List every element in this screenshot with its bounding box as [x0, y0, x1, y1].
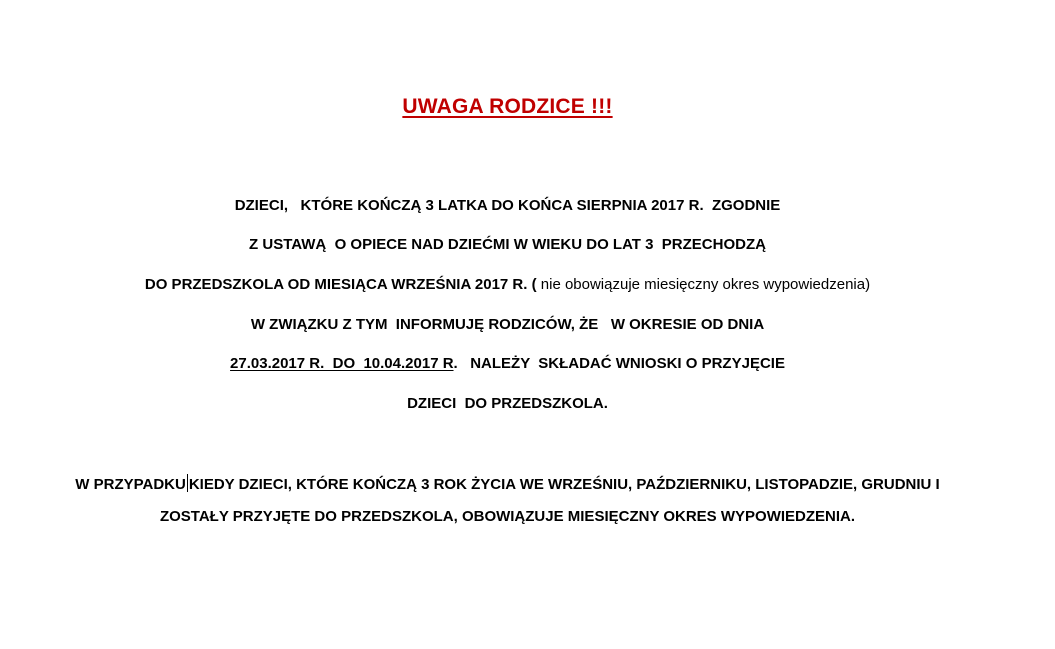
paragraph-2-end: KIEDY DZIECI, KTÓRE KOŃCZĄ 3 ROK ŻYCIA WE WRZEŚNIU, PAŹDZIERNIKU, LISTOPADZIE, GRUDNIU I: [188, 476, 940, 493]
notice-line-1: DZIECI, KTÓRE KOŃCZĄ 3 LATKA DO KOŃCA SIERPNIA 2017 R. ZGODNIE: [234, 197, 781, 214]
notice-line-4: W ZWIĄZKU Z TYM INFORMUJĘ RODZICÓW, ŻE W OKRESIE OD DNIA: [250, 316, 765, 333]
paragraph-2-start: W PRZYPADKU: [75, 476, 186, 493]
notice-line-5-rest: . NALEŻY SKŁADAĆ WNIOSKI O PRZYJĘCIE: [453, 355, 785, 372]
text-cursor: [187, 474, 188, 492]
paragraph-2-line-1: [0, 474, 1015, 493]
notice-line-6: DZIECI DO PRZEDSZKOLA.: [407, 395, 608, 412]
notice-line-3: [0, 276, 1015, 293]
notice-line-5: [0, 355, 1015, 372]
notice-line-3-bold: DO PRZEDSZKOLA OD MIESIĄCA WRZEŚNIA 2017 R. (: [144, 276, 541, 293]
notice-line-2: Z USTAWĄ O OPIECE NAD DZIEĆMI W WIEKU DO LAT 3 PRZECHODZĄ: [249, 236, 766, 253]
paragraph-2-line-2: ZOSTAŁY PRZYJĘTE DO PRZEDSZKOLA, OBOWIĄZUJE MIESIĘCZNY OKRES WYPOWIEDZENIA.: [159, 508, 856, 525]
date-range: 27.03.2017 R. DO 10.04.2017 R: [230, 355, 454, 372]
notice-line-3-normal: nie obowiązuje miesięczny okres wypowiedzenia): [540, 276, 871, 293]
notice-title: UWAGA RODZICE !!!: [402, 95, 613, 118]
